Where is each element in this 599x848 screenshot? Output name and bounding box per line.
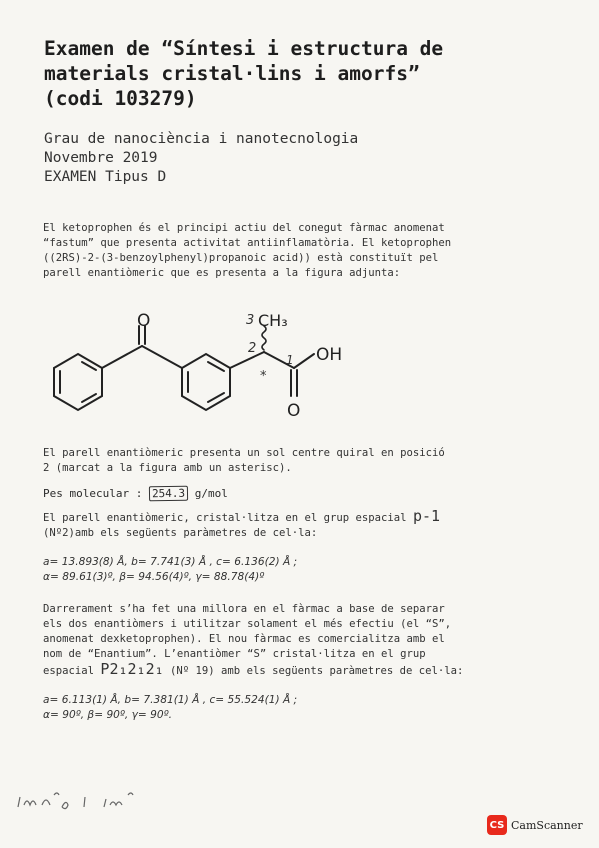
crystal-1-space-group: p-1 [412, 507, 441, 525]
left-ring [54, 354, 102, 410]
crystal-1-cell-angles: α= 89.61(3)º, β= 94.56(4)º, γ= 88.78(4)º [43, 571, 265, 583]
molecular-weight-unit: g/mol [194, 487, 228, 500]
camscanner-watermark [487, 815, 583, 835]
crystal-2-prefix: espacial [43, 665, 95, 677]
exam-type: EXAMEN Tipus D [44, 169, 167, 185]
exam-subtitle [44, 130, 358, 187]
chiral-paragraph [43, 446, 445, 476]
crystal-2-suffix: (Nº 19) amb els següents paràmetres de cel·la: [170, 665, 464, 677]
improvement-line: els dos enantiòmers i utilitzar solament el més efectiu (el “S”, [43, 618, 452, 630]
carbon-number-2: 2 [248, 341, 257, 356]
title-line-3: (codi 103279) [44, 87, 197, 110]
improvement-line: nom de “Enantium”. L’enantiòmer “S” cristal·litza en el grup [43, 648, 426, 660]
intro-line: “fastum” que presenta activitat antiinflamatòria. El ketoprophen [43, 237, 452, 249]
chiral-line: El parell enantiòmeric presenta un sol centre quiral en posició [43, 447, 445, 459]
improvement-line: Darrerament s’ha fet una millora en el fàrmac a base de separar [43, 603, 445, 615]
intro-paragraph [43, 221, 451, 281]
title-line-1: Examen de “Síntesi i estructura de [44, 37, 444, 60]
handwritten-scribble [14, 785, 164, 813]
camscanner-brand: CamScanner [511, 818, 583, 832]
ketoprofen-structure [38, 300, 368, 440]
methyl-label: CH₃ [258, 311, 288, 330]
crystal-2-cell-abc: a= 6.113(1) Å, b= 7.381(1) Å , c= 55.524(1) Å ; [43, 694, 298, 706]
middle-ring [182, 354, 230, 410]
intro-line: parell enantiòmeric que es presenta a la figura adjunta: [43, 267, 401, 279]
chiral-center-asterisk: * [260, 369, 267, 384]
carbon-number-1: 1 [286, 353, 294, 367]
improvement-paragraph [43, 602, 463, 723]
camscanner-logo-icon: CS [487, 815, 507, 835]
molecular-weight-label: Pes molecular : [43, 487, 143, 500]
carbon-number-3: 3 [246, 313, 255, 328]
ketone-oxygen-label: O [137, 311, 151, 331]
chiral-line: 2 (marcat a la figura amb un asterisc). [43, 462, 292, 474]
molecular-weight [43, 486, 228, 501]
intro-line: El ketoprophen és el principi actiu del conegut fàrmac anomenat [43, 222, 445, 234]
crystal-2-cell-angles: α= 90º, β= 90º, γ= 90º. [43, 709, 172, 721]
crystal-1-cell-abc: a= 13.893(8) Å, b= 7.741(3) Å , c= 6.136(2) Å ; [43, 556, 298, 568]
degree-name: Grau de nanociència i nanotecnologia [44, 131, 359, 147]
crystal-2-space-group: P2₁2₁2₁ [100, 660, 164, 678]
exam-title [44, 36, 564, 111]
exam-date: Novembre 2019 [44, 150, 158, 166]
acid-oxygen-label: O [287, 401, 301, 421]
improvement-line: anomenat dexketoprophen). El nou fàrmac es comercialitza amb el [43, 633, 445, 645]
crystal-1-paragraph [43, 509, 440, 585]
crystal-1-line2: (Nº2)amb els següents paràmetres de cel·la: [43, 527, 318, 539]
title-line-2: materials cristal·lins i amorfs” [44, 62, 420, 85]
hydroxyl-label: OH [316, 345, 343, 365]
molecular-weight-value: 254.3 [149, 486, 188, 502]
intro-line: ((2RS)-2-(3-benzoylphenyl)propanoic acid)) està constituït pel [43, 252, 439, 264]
crystal-1-prefix: El parell enantiòmeric, cristal·litza en el grup espacial [43, 512, 407, 524]
